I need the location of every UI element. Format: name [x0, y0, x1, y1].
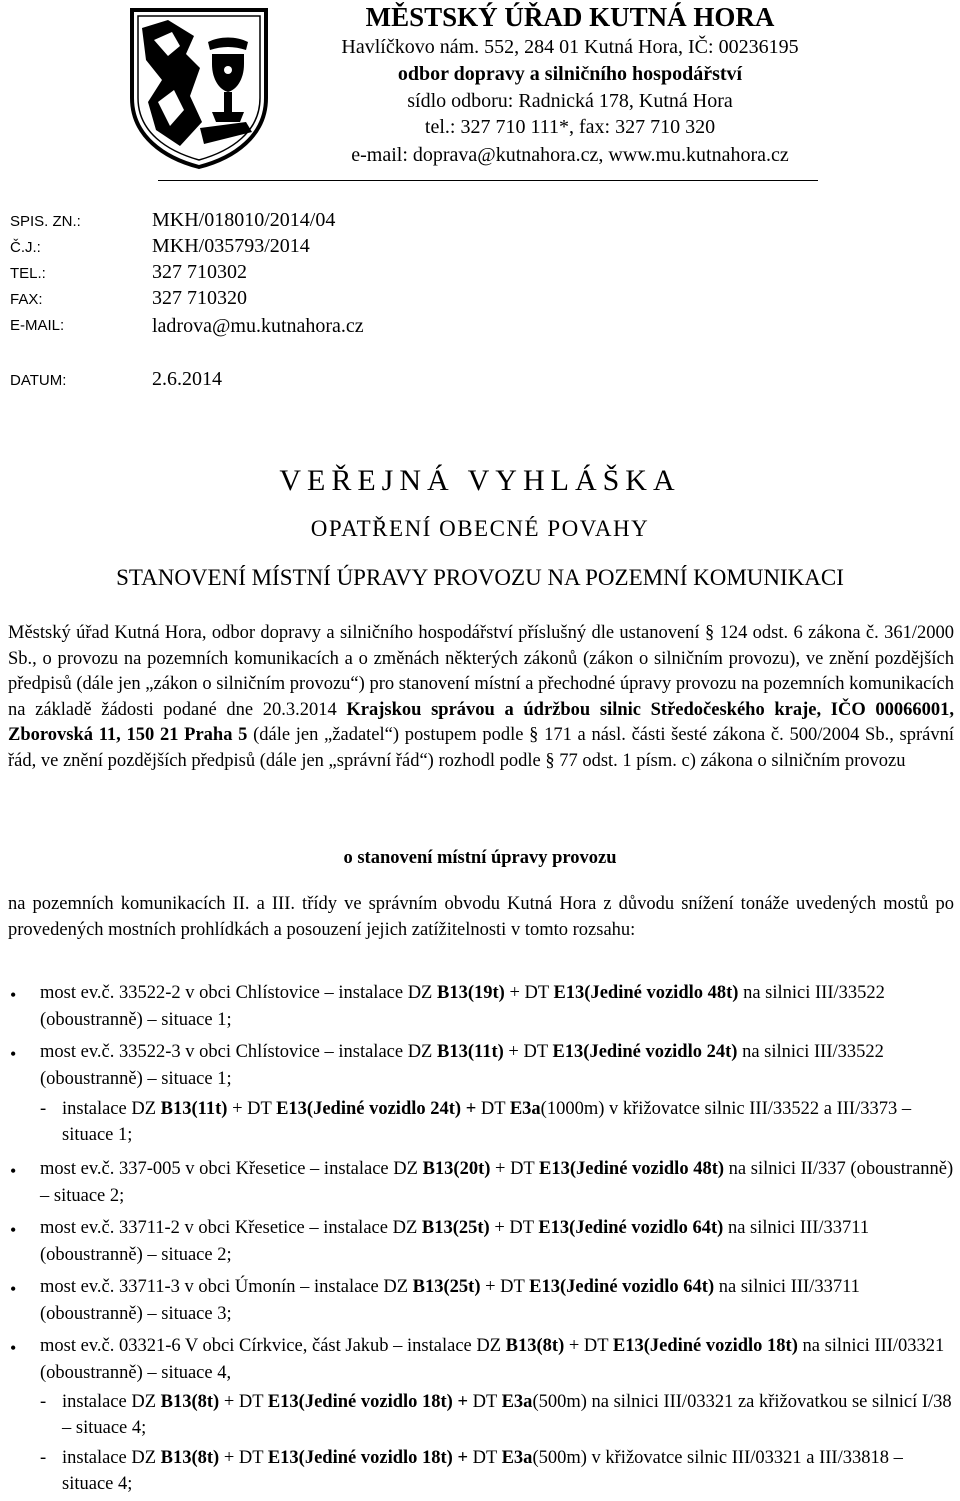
applicant-name: Krajskou správou a údržbou silnic Středočeského kraje, IČO 00066001, Zborovská 11, 150 21 Praha 5	[8, 699, 954, 745]
bullet-marker: •	[10, 1338, 17, 1358]
list-item-2: most ev.č. 33522-3 v obci Chlístovice – instalace DZ B13(11t) + DT E13(Jediné vozidlo 24t) na silnici III/33522 (oboustranně) – situace 1;	[40, 1042, 884, 1089]
bullet-marker: •	[10, 1220, 17, 1240]
list-subitem-2a: - instalace DZ B13(11t) + DT E13(Jediné vozidlo 24t) + DT E3a(1000m) v křižovatce silnic III/33522 a III/3373 – situace 1;	[40, 1099, 912, 1145]
list-item-4: most ev.č. 33711-2 v obci Křesetice – instalace DZ B13(25t) + DT E13(Jediné vozidlo 64t) na silnici III/33711 (oboustranně) – situace 2;	[40, 1218, 870, 1265]
list-item-1: most ev.č. 33522-2 v obci Chlístovice – instalace DZ B13(19t) + DT E13(Jediné vozidlo 48t) na silnici III/33522 (oboustranně) – situace 1;	[40, 983, 885, 1030]
file-number-label: SPIS. ZN.:	[10, 213, 81, 230]
bullet-marker: •	[10, 1044, 17, 1064]
list-subitem-6b: - instalace DZ B13(8t) + DT E13(Jediné vozidlo 18t) + DT E3a(500m) v křižovatce silnic III/03321 a III/33818 – situace 4;	[40, 1448, 903, 1494]
bullet-marker: •	[10, 1161, 17, 1181]
reference-label: Č.J.:	[10, 239, 41, 256]
city-crest-logo	[128, 6, 270, 170]
bullet-marker: •	[10, 985, 17, 1005]
subject-title: STANOVENÍ MÍSTNÍ ÚPRAVY PROVOZU NA POZEMNÍ KOMUNIKACI	[116, 565, 844, 590]
email-label: E-MAIL:	[10, 317, 65, 334]
reference-value: MKH/035793/2014	[152, 235, 310, 257]
list-item-6: most ev.č. 03321-6 V obci Církvice, část Jakub – instalace DZ B13(8t) + DT E13(Jediné vozidlo 18t) na silnici III/03321 (oboustranně) – situace 4,	[40, 1336, 945, 1383]
scope-paragraph: na pozemních komunikacích II. a III. třídy ve správním obvodu Kutná Hora z důvodu snížení tonáže uvedených mostů po provedených mostních prohlídkách a posouzení jejich zatížitelnosti v tomto rozsahu:	[8, 894, 954, 940]
main-title: VEŘEJNÁ VYHLÁŠKA	[279, 464, 681, 497]
fax-label: FAX:	[10, 291, 43, 308]
decision-heading: o stanovení místní úpravy provozu	[343, 848, 617, 868]
date-label: DATUM:	[10, 372, 67, 389]
intro-paragraph: Městský úřad Kutná Hora, odbor dopravy a silničního hospodářství příslušný dle ustanovení § 124 odst. 6 zákona č. 361/2000 Sb., o provozu na pozemních komunikacích a o změnách některých zákonů (zákon o silničním provozu), ve znění pozdějších předpisů (dále jen „zákon o silničním provozu“) pro stanovení místní a přechodné úpravy provozu na pozemních komunikacích na základě žádosti podané dne 20.3.2014 Krajskou správou a údržbou silnic Středočeského kraje, IČO 00066001, Zborovská 11, 150 21 Praha 5 (dále jen „žadatel“) postupem podle § 171 a násl. části šesté zákona č. 500/2004 Sb., správní řád, ve znění pozdějších předpisů (dále jen „správní řád“) rozhodl podle § 77 odst. 1 písm. c) zákona o silničním provozu	[8, 623, 954, 771]
bullet-marker: •	[10, 1279, 17, 1299]
office-contact: e-mail: doprava@kutnahora.cz, www.mu.kutnahora.cz	[351, 144, 789, 166]
file-number-value: MKH/018010/2014/04	[152, 209, 336, 231]
subtitle: OPATŘENÍ OBECNÉ POVAHY	[310, 516, 650, 541]
header-divider	[158, 180, 818, 181]
phone-value: 327 710302	[152, 261, 247, 283]
email-value: ladrova@mu.kutnahora.cz	[152, 315, 364, 337]
list-subitem-6a: - instalace DZ B13(8t) + DT E13(Jediné vozidlo 18t) + DT E3a(500m) na silnici III/03321 za křižovatkou se silnicí I/38 – situace 4;	[40, 1392, 952, 1438]
phone-label: TEL.:	[10, 265, 46, 282]
list-item-3: most ev.č. 337-005 v obci Křesetice – instalace DZ B13(20t) + DT E13(Jediné vozidlo 48t) na silnici II/337 (oboustranně) – situace 2;	[40, 1159, 954, 1206]
fax-value: 327 710320	[152, 287, 247, 309]
office-title: MĚSTSKÝ ÚŘAD KUTNÁ HORA	[365, 2, 775, 32]
office-address: Havlíčkovo nám. 552, 284 01 Kutná Hora, IČ: 00236195	[341, 36, 799, 58]
department-name: odbor dopravy a silničního hospodářství	[397, 63, 743, 85]
list-item-5: most ev.č. 33711-3 v obci Úmonín – instalace DZ B13(25t) + DT E13(Jediné vozidlo 64t) na silnici III/33711 (oboustranně) – situace 3;	[40, 1277, 860, 1324]
office-phone: tel.: 327 710 111*, fax: 327 710 320	[424, 116, 716, 138]
department-seat: sídlo odboru: Radnická 178, Kutná Hora	[407, 90, 733, 112]
date-value: 2.6.2014	[152, 368, 222, 390]
